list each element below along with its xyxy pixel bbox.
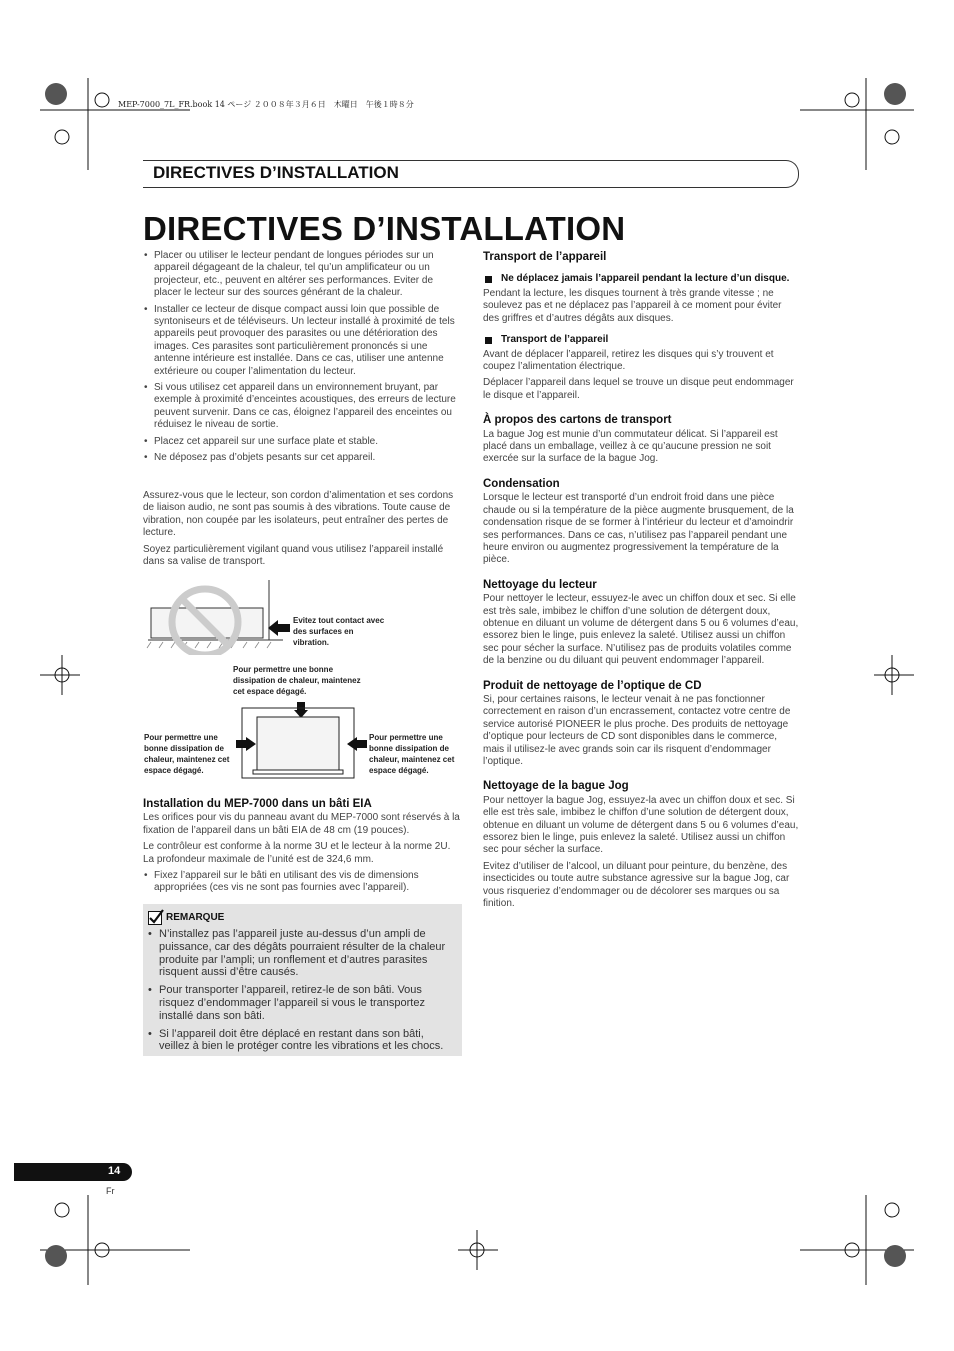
page-language: Fr	[106, 1186, 115, 1196]
installation-bullets	[143, 250, 463, 465]
remark-label: REMARQUE	[166, 911, 225, 923]
page-number: 14	[108, 1165, 121, 1177]
rack-text-2: Le contrôleur est conforme à la norme 3U et le lecteur à la norme 2U. La profondeur maximale de l’unité est de 324,6 mm.	[143, 841, 451, 865]
checkmark-icon	[148, 909, 164, 925]
vibration-text: Assurez-vous que le lecteur, son cordon d’alimentation et ses cordons de liaison audio, ne sont pas soumis à des vibrations. Toute cause de vibration, non coupée par les isolateurs, peut entraîner des pertes de lecture.	[143, 490, 454, 539]
cartons-text: La bague Jog est munie d’un commutateur délicat. Si l’appareil est placé dans un emballage, veillez à ce qu’aucune pression ne soit exercée sur la surface de la bague Jog.	[483, 428, 778, 465]
cleaning-text: Pour nettoyer le lecteur, essuyez-le avec un chiffon doux et sec. Si elle est très sale, imbibez le chiffon d’une solution de détergent doux, obtenue en diluant un volume de détergent dans 5 ou 6 volumes d’eau, essorez bien le linge, puis enlevez la saleté. Utilisez aussi un chiffon sec pour sécher la surface. N’utilisez pas de produits volatiles comme de la benzine ou du diluant qui peuvent endommager l’appareil.	[483, 593, 799, 667]
jog-cleaning-text2: Evitez d’utiliser de l’alcool, un diluant pour peinture, du benzène, des insecticides ou toute autre substance agressive sur la bague Jog, car vous risqueriez d’endommager ou de décolorer ses marques ou sa finition.	[483, 860, 790, 910]
condensation-text: Lorsque le lecteur est transporté d’un endroit froid dans une pièce chaude ou si la température de la pièce augmente brusquement, de la condensation risque de se former à l’intérieur du lecteur et d’amoindrir ses performances. Dans ce cas, n’utilisez pas l’appareil pendant une heure environ ou augmentez progressivement la température de la pièce.	[483, 492, 794, 566]
left-column-top	[143, 250, 463, 469]
rack-bullets	[143, 870, 463, 895]
list-item: • Placer ou utiliser le lecteur pendant de longues périodes sur un appareil dégageant de la chaleur, tel qu’un amplificateur ou un projecteur, etc., peuvent en altérer ses performances. Eviter de placer le lecteur sur des sources générant de la chaleur.	[143, 250, 463, 300]
transport-case-text: Soyez particulièrement vigilant quand vous utilisez l’appareil installé dans sa valise de transport.	[143, 543, 444, 568]
vibration-label: Evitez tout contact avec des surfaces en vibration.	[293, 616, 385, 647]
transport-sub2-text1: Avant de déplacer l’appareil, retirez les disques qui s’y trouvent et coupez l’alimentation électrique.	[483, 348, 774, 373]
cartons-heading: À propos des cartons de transport	[483, 414, 672, 427]
list-item: • N’installez pas l’appareil juste au-dessus d’un ampli de puissance, car des dégâts pourraient résulter de la chaleur produite par l’ampli; un ronflement et d’autres parasites risquent aussi d’être causés.	[144, 928, 457, 979]
top-clearance-label: Pour permettre une bonne dissipation de chaleur, maintenez cet espace dégagé.	[233, 665, 361, 696]
arrow-left-icon	[347, 737, 367, 751]
vibration-diagram	[143, 575, 293, 655]
vibration-paragraphs	[143, 490, 463, 572]
list-item: • Ne déposez pas d’objets pesants sur cet appareil.	[143, 452, 463, 464]
right-column	[483, 251, 799, 914]
arrow-left-icon	[268, 620, 290, 636]
rack-heading: Installation du MEP-7000 dans un bâti EIA	[143, 798, 372, 810]
list-item: • Pour transporter l’appareil, retirez-le de son bâti. Vous risquez d’endommager l’appareil si vous le transportez installé dans son bâti.	[144, 984, 457, 1022]
list-item: • Fixez l’appareil sur le bâti en utilisant des vis de dimensions appropriées (ces vis ne sont pas fournies avec l’appareil).	[143, 870, 463, 895]
right-clearance-label: Pour permettre une bonne dissipation de chaleur, maintenez cet espace dégagé.	[369, 733, 455, 775]
rack-section	[143, 798, 463, 899]
cleaning-heading: Nettoyage du lecteur	[483, 578, 597, 591]
remark-box	[143, 904, 462, 1056]
jog-cleaning-heading: Nettoyage de la bague Jog	[483, 780, 629, 793]
list-item: • Placez cet appareil sur une surface plate et stable.	[143, 436, 463, 448]
transport-sub2-text2: Déplacer l’appareil dans lequel se trouve un disque peut endommager le disque et l’appareil.	[483, 377, 794, 401]
section-tab-title: DIRECTIVES D’INSTALLATION	[153, 163, 399, 182]
arrow-right-icon	[236, 737, 256, 751]
list-item: • Installer ce lecteur de disque compact aussi loin que possible de syntoniseurs et de téléviseurs. Un lecteur installé à proximité de tels appareils peut provoquer des parasites ou une détérioration des images. Ces parasites sont particulièrement prononcés si une antenne intérieure est installée. Dans ce cas, utiliser une antenne extérieure ou couper l’alimentation du lecteur.	[143, 304, 463, 378]
list-item: • Si l’appareil doit être déplacé en restant dans son bâti, veillez à bien le protéger contre les vibrations et les chocs.	[144, 1028, 457, 1054]
optics-cleaning-text: Si, pour certaines raisons, le lecteur venait à ne pas fonctionner correctement en raison d’un encrassement, contactez votre centre de service autorisé PIONEER le plus proche. Des produits de nettoyage d’optique pour lecteurs de CD sont disponibles dans le commerce, mais il utilisez-le avec grands soin car ils risquent d’endommager l’optique.	[483, 693, 791, 767]
jog-cleaning-text1: Pour nettoyer la bague Jog, essuyez-la avec un chiffon doux et sec. Si elle est très sale, imbibez le chiffon d’une solution de détergent doux, obtenue en diluant un volume de détergent dans 5 ou 6 volumes d’eau, essorez bien le linge, puis enlevez la saleté. Utilisez aussi un chiffon sec pour sécher la surface.	[483, 794, 799, 856]
file-info-header: MEP-7000_7L_FR.book 14 ページ ２００８年３月６日 木曜日 午後１時８分	[118, 100, 414, 109]
transport-sub1-text: Pendant la lecture, les disques tournent à très grande vitesse ; ne soulevez pas et ne déplacez pas l’appareil à ce moment pour éviter des griffres et d’autres dégâts aux disques.	[483, 287, 782, 324]
remark-list	[144, 928, 457, 1058]
rack-text-1: Les orifices pour vis du panneau avant du MEP-7000 sont réservés à la fixation de l’appareil dans un bâti EIA de 48 cm (19 pouces).	[143, 812, 460, 836]
page-title: DIRECTIVES D’INSTALLATION	[143, 210, 626, 247]
left-clearance-label: Pour permettre une bonne dissipation de chaleur, maintenez cet espace dégagé.	[144, 733, 230, 775]
optics-cleaning-heading: Produit de nettoyage de l’optique de CD	[483, 679, 702, 692]
transport-sub2-heading: Transport de l’appareil	[483, 334, 799, 347]
list-item: • Si vous utilisez cet appareil dans un environnement bruyant, par exemple à proximité d’enceintes acoustiques, des erreurs de lecture peuvent survenir. Dans ce cas, éloignez l’appareil des enceintes ou réduisez le niveau de sortie.	[143, 382, 463, 432]
condensation-heading: Condensation	[483, 477, 560, 490]
transport-sub1-heading: Ne déplacez jamais l’appareil pendant la lecture d’un disque.	[483, 273, 799, 286]
transport-heading: Transport de l’appareil	[483, 251, 607, 263]
